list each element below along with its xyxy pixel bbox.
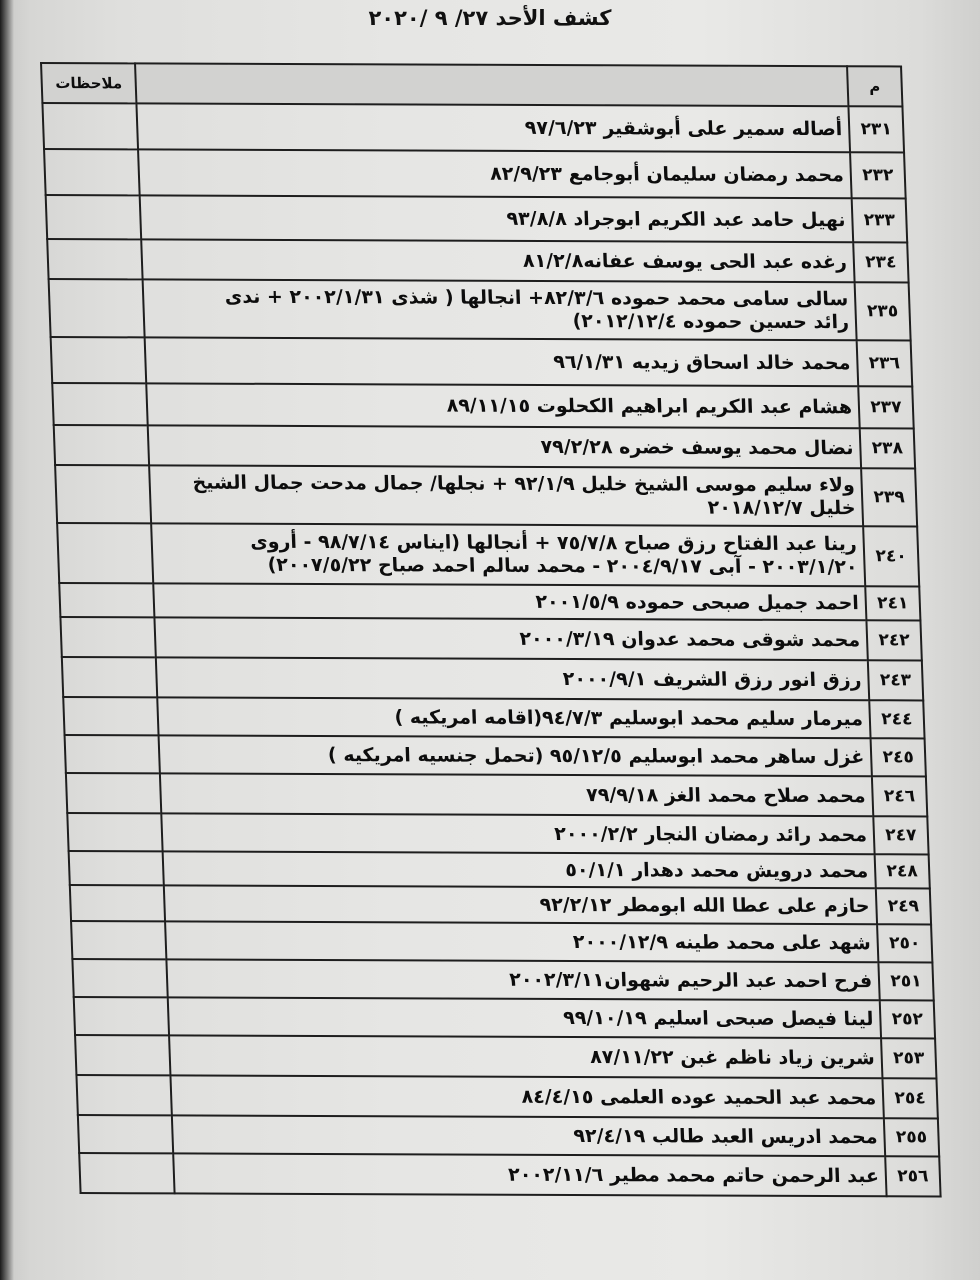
- row-name-line: غزل ساهر محمد ابوسليم ٩٥/١٢/٥ (تحمل جنسيه امريكيه ): [327, 743, 865, 768]
- left-shadow: [0, 0, 14, 1280]
- row-name: [153, 583, 866, 620]
- row-notes: [60, 617, 155, 657]
- header-number: م: [847, 66, 902, 106]
- row-notes: [46, 195, 142, 239]
- row-name-line: هشام عبد الكريم ابراهيم الكحلوت ٨٩/١١/١٥: [446, 394, 853, 418]
- row-notes: [66, 773, 161, 813]
- row-number: ٢٤٩: [876, 888, 931, 924]
- row-name-line: محمد درويش محمد دهدار ٥٠/١/١: [564, 858, 869, 882]
- row-name: [141, 239, 854, 282]
- row-number: ٢٥٢: [880, 1000, 935, 1038]
- row-name: [166, 959, 879, 1000]
- row-notes: [63, 697, 158, 735]
- row-notes: [55, 465, 151, 523]
- row-name: [145, 337, 859, 386]
- table-row: [54, 425, 915, 468]
- row-name: [169, 1035, 882, 1078]
- table-row: [69, 851, 930, 888]
- row-number: ٢٣١: [848, 106, 904, 152]
- table-row: [42, 103, 904, 152]
- row-name-line-2: رائد حسين حموده ٢٠١٢/١٢/٤): [572, 310, 850, 334]
- row-notes: [59, 583, 154, 617]
- row-name: [151, 523, 865, 586]
- row-name-line: شرين زياد ناظم غبن ٨٧/١١/٢٢: [589, 1045, 876, 1069]
- row-number: ٢٣٥: [855, 282, 911, 340]
- row-notes: [42, 103, 138, 149]
- row-notes: [71, 921, 166, 959]
- row-number: ٢٣٩: [861, 468, 917, 526]
- row-notes: [51, 337, 147, 383]
- row-name-line: حازم على عطا الله ابومطر ٩٢/٢/١٢: [539, 893, 870, 917]
- row-name-line: رزق انور رزق الشريف ٢٠٠٠/٩/١: [562, 667, 862, 691]
- row-notes: [49, 279, 145, 337]
- row-number: ٢٥٥: [884, 1118, 939, 1156]
- row-name-line: محمد رائد رمضان النجار ٢٠٠٠/٢/٢: [553, 822, 868, 846]
- row-name: [146, 383, 859, 428]
- row-notes: [65, 735, 160, 773]
- row-name: [154, 617, 867, 660]
- row-name-line: محمد شوقى محمد عدوان ٢٠٠٠/٣/١٩: [519, 627, 861, 651]
- row-notes: [62, 657, 157, 697]
- row-number: ٢٥٤: [882, 1078, 937, 1118]
- row-notes: [78, 1115, 173, 1153]
- table-row: [79, 1153, 940, 1196]
- row-name: [164, 885, 877, 924]
- row-notes: [74, 997, 169, 1035]
- header-notes: ملاحظات: [41, 63, 136, 103]
- row-number: ٢٤٣: [868, 660, 923, 700]
- names-table: [40, 62, 942, 1197]
- row-name-line: أصاله سمير على أبوشقير ٩٧/٦/٢٣: [524, 116, 843, 140]
- page-title: كشف الأحد ٢٧/ ٩ /٢٠٢٠: [368, 6, 612, 30]
- table-row: [75, 1035, 936, 1078]
- row-notes: [72, 959, 167, 997]
- row-number: ٢٥٦: [885, 1156, 940, 1196]
- row-name: [148, 425, 861, 468]
- row-notes: [76, 1075, 171, 1115]
- row-name: [173, 1153, 886, 1196]
- row-name-line: محمد خالد اسحاق زيديه ٩٦/١/٣١: [552, 350, 851, 374]
- table-row: [67, 813, 928, 854]
- header-name: [135, 63, 848, 106]
- row-notes: [75, 1035, 170, 1075]
- row-name: [159, 735, 872, 776]
- row-name-line: نضال محمد يوسف خضره ٧٩/٢/٢٨: [540, 435, 854, 459]
- row-name-line: شهد على محمد طينه ٢٠٠٠/١٢/٩: [572, 930, 872, 954]
- row-name-line: لينا فيصل صبحى اسليم ٩٩/١٠/١٩: [562, 1006, 874, 1030]
- table-row: [74, 997, 935, 1038]
- row-notes: [52, 383, 147, 425]
- row-name: [138, 149, 852, 198]
- table-row: [70, 885, 931, 924]
- table-row: [57, 523, 919, 586]
- row-name-line: احمد جميل صبحى حموده ٢٠٠١/٥/٩: [535, 590, 860, 614]
- table-row: [72, 959, 933, 1000]
- row-name: [168, 997, 881, 1038]
- table-row: [60, 617, 921, 660]
- row-name-line: محمد ادريس العبد طالب ٩٢/٤/١٩: [573, 1124, 878, 1148]
- row-number: ٢٥٣: [881, 1038, 936, 1078]
- row-notes: [79, 1153, 174, 1193]
- row-name-line-2: ٢٠٠٣/١/٢٠ - آبى ٢٠٠٤/٩/١٧ - محمد سالم احمد صباح ٢٠٠٧/٥/٢٢): [267, 553, 858, 579]
- table-row: [65, 735, 926, 776]
- table-row: [55, 465, 917, 526]
- table-row: [66, 773, 927, 816]
- header-row: [41, 63, 902, 106]
- row-number: ٢٤٠: [863, 526, 919, 586]
- row-number: ٢٥١: [878, 962, 933, 1000]
- row-number: ٢٣٣: [852, 198, 908, 242]
- row-name-line-2: خليل ٢٠١٨/١٢/٧: [707, 496, 856, 520]
- row-name-line: محمد صلاح محمد الغز ٧٩/٩/١٨: [585, 783, 866, 807]
- row-name: [143, 279, 857, 340]
- row-number: ٢٣٧: [858, 386, 913, 428]
- row-name-line: فرح احمد عبد الرحيم شهوان٢٠٠٢/٣/١١: [508, 968, 873, 992]
- table-row: [46, 195, 908, 242]
- table-row: [52, 383, 913, 428]
- row-name-line: نهيل حامد عبد الكريم ابوجراد ٩٣/٨/٨: [506, 207, 846, 231]
- row-name: [165, 921, 878, 962]
- row-name: [170, 1075, 883, 1118]
- row-number: ٢٣٤: [853, 242, 908, 282]
- row-notes: [67, 813, 162, 851]
- row-notes: [54, 425, 149, 465]
- row-notes: [69, 851, 164, 885]
- row-number: ٢٤٧: [873, 816, 928, 854]
- row-name-line: ميرمار سليم محمد ابوسليم ٩٤/٧/٣(اقامه امريكيه ): [394, 705, 864, 730]
- row-number: ٢٣٦: [857, 340, 913, 386]
- row-notes: [57, 523, 153, 583]
- table-row: [49, 279, 911, 340]
- table-row: [47, 239, 908, 282]
- row-number: ٢٤٢: [866, 620, 921, 660]
- table-row: [62, 657, 923, 700]
- row-number: ٢٤٤: [869, 700, 924, 738]
- row-name: [157, 697, 870, 738]
- row-name: [160, 773, 873, 816]
- row-name: [156, 657, 869, 700]
- table-row: [44, 149, 906, 198]
- row-name-line: ولاء سليم موسى الشيخ خليل ٩٢/١/٩ + نجلها/ جمال مدحت جمال الشيخ: [192, 471, 856, 497]
- row-name: [172, 1115, 885, 1156]
- row-number: ٢٤٦: [872, 776, 927, 816]
- row-name: [163, 851, 876, 888]
- row-name: [140, 195, 854, 242]
- row-number: ٢٤٨: [875, 854, 930, 888]
- row-name-line: محمد رمضان سليمان أبوجامع ٨٢/٩/٢٣: [489, 162, 845, 186]
- table-row: [59, 583, 920, 620]
- table-row: [63, 697, 924, 738]
- row-name-line: رينا عبد الفتاح رزق صباح ٧٥/٧/٨ + أنجالها (ايناس ٩٨/٧/١٤ - أروى: [249, 530, 858, 556]
- row-number: ٢٣٨: [860, 428, 915, 468]
- row-number: ٢٤١: [865, 586, 920, 620]
- row-number: ٢٣٢: [850, 152, 906, 198]
- row-name: [149, 465, 863, 526]
- row-number: ٢٥٠: [877, 924, 932, 962]
- row-name: [136, 103, 850, 152]
- table-row: [51, 337, 913, 386]
- row-name-line: رغده عبد الحى يوسف عفانه٨١/٢/٨: [522, 249, 848, 273]
- table-row: [71, 921, 932, 962]
- table-row: [78, 1115, 939, 1156]
- row-notes: [70, 885, 165, 921]
- row-name-line: سالى سامى محمد حموده ٨٢/٣/٦+ انجالها ( شذى ٢٠٠٢/١/٣١ + ندى: [224, 285, 849, 311]
- row-name-line: عبد الرحمن حاتم محمد مطير ٢٠٠٢/١١/٦: [507, 1163, 880, 1187]
- row-number: ٢٤٥: [871, 738, 926, 776]
- row-notes: [47, 239, 142, 279]
- row-name-line: محمد عبد الحميد عوده العلمى ٨٤/٤/١٥: [521, 1085, 877, 1109]
- row-notes: [44, 149, 140, 195]
- table-row: [76, 1075, 937, 1118]
- row-name: [161, 813, 874, 854]
